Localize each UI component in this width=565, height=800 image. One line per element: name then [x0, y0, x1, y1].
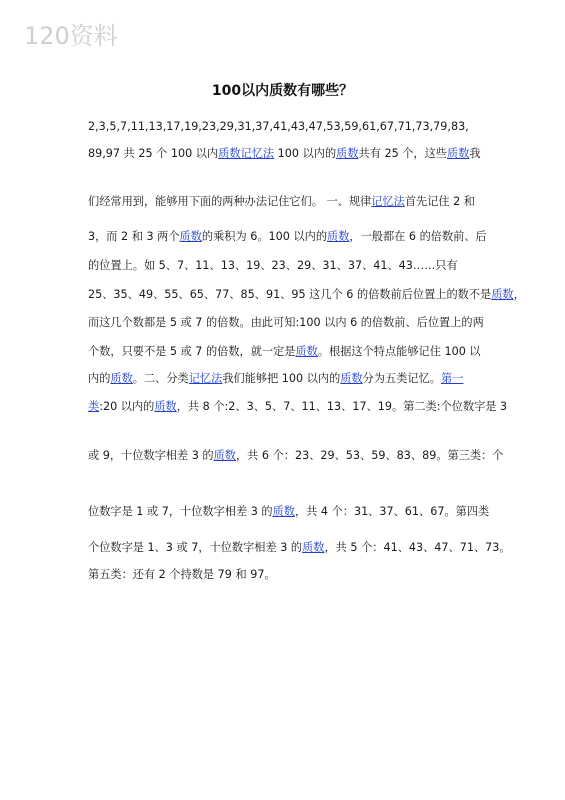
- text-line-7: [88, 316, 484, 330]
- text-link[interactable]: 质数: [179, 230, 202, 243]
- text-line-3: [88, 195, 475, 209]
- text-line-12: [88, 505, 489, 519]
- watermark-logo: 120资料: [24, 22, 118, 50]
- text-link[interactable]: 记忆法: [371, 195, 405, 208]
- text-link[interactable]: 记忆法: [188, 372, 223, 385]
- text-link[interactable]: 质数: [154, 400, 177, 413]
- text-link[interactable]: 质数: [302, 541, 325, 554]
- text-segment: 3，而 2 和 3 两个: [88, 230, 180, 243]
- text-link[interactable]: 质数: [213, 449, 236, 462]
- text-link[interactable]: 质数: [336, 147, 359, 160]
- text-segment: 们经常用到，能够用下面的两种办法记住它们。 一、规律: [88, 195, 372, 208]
- text-link[interactable]: 质数: [110, 372, 133, 385]
- text-segment: 位数字是 1 或 7，十位数字相差 3 的: [88, 505, 273, 518]
- text-link[interactable]: 质数: [340, 372, 363, 385]
- text-segment: ，共 6 个：23、29、53、59、83、89。第三类：个: [235, 449, 504, 462]
- text-line-11: [88, 449, 503, 463]
- text-line-4: [88, 230, 487, 244]
- text-line-9: [88, 372, 463, 386]
- text-segment: :20 以内的: [99, 400, 155, 413]
- text-segment: 或 9，十位数字相差 3 的: [88, 449, 214, 462]
- text-link[interactable]: 质数记忆法: [218, 147, 275, 160]
- text-segment: 分为五类记忆。: [362, 372, 441, 385]
- text-line-5: [88, 259, 458, 273]
- text-segment: 89,97 共 25 个 100 以内: [88, 147, 219, 160]
- text-line-10: [88, 400, 507, 414]
- text-line-13: [88, 541, 511, 555]
- text-segment: 。二、分类: [132, 372, 189, 385]
- text-link[interactable]: 质数: [327, 230, 350, 243]
- text-segment: 2,3,5,7,11,13,17,19,23,29,31,37,41,43,47,53,59,61,67,71,73,79,83,: [88, 120, 469, 133]
- text-segment: 的位置上。如 5、7、11、13、19、23、29、31、37、41、43……只有: [88, 259, 458, 272]
- text-link[interactable]: 类: [88, 400, 100, 413]
- text-segment: ，: [513, 288, 525, 301]
- text-link[interactable]: 质数: [491, 288, 514, 301]
- text-segment: 。根据这个特点能够记住 100 以: [317, 345, 481, 358]
- text-segment: ，共 5 个：41、43、47、71、73。: [324, 541, 511, 554]
- text-segment: 第五类：还有 2 个持数是 79 和 97。: [88, 568, 276, 581]
- text-line-1: [88, 120, 469, 134]
- page-title: 100以内质数有哪些？: [211, 83, 354, 99]
- text-link[interactable]: 第一: [441, 372, 464, 385]
- text-segment: ，共 4 个：31、37、61、67。第四类: [294, 505, 490, 518]
- text-segment: 而这几个数都是 5 或 7 的倍数。由此可知:100 以内 6 的倍数前、后位置上的两: [88, 316, 484, 329]
- text-line-6: [88, 288, 525, 302]
- text-segment: 的乘积为 6。100 以内的: [201, 230, 328, 243]
- text-segment: ，一般都在 6 的倍数前、后: [349, 230, 487, 243]
- text-segment: ，共 8 个:2、3、5、7、11、13、17、19。第二类:个位数字是 3: [176, 400, 508, 413]
- text-segment: 100 以内的: [274, 147, 337, 160]
- text-link[interactable]: 质数: [272, 505, 295, 518]
- text-segment: 个数，只要不是 5 或 7 的倍数，就一定是: [88, 345, 296, 358]
- text-segment: 我: [469, 147, 481, 160]
- text-link[interactable]: 质数: [295, 345, 318, 358]
- text-segment: 25、35、49、55、65、77、85、91、95 这几个 6 的倍数前后位置上的数不是: [88, 288, 492, 301]
- text-segment: 共有 25 个，这些: [358, 147, 448, 160]
- text-link[interactable]: 质数: [447, 147, 470, 160]
- text-segment: 我们能够把 100 以内的: [222, 372, 341, 385]
- text-segment: 内的: [88, 372, 111, 385]
- text-line-8: [88, 345, 481, 359]
- text-segment: 个位数字是 1、3 或 7，十位数字相差 3 的: [88, 541, 303, 554]
- text-line-14: [88, 568, 276, 582]
- text-segment: 首先记住 2 和: [404, 195, 475, 208]
- text-line-2: [88, 147, 481, 161]
